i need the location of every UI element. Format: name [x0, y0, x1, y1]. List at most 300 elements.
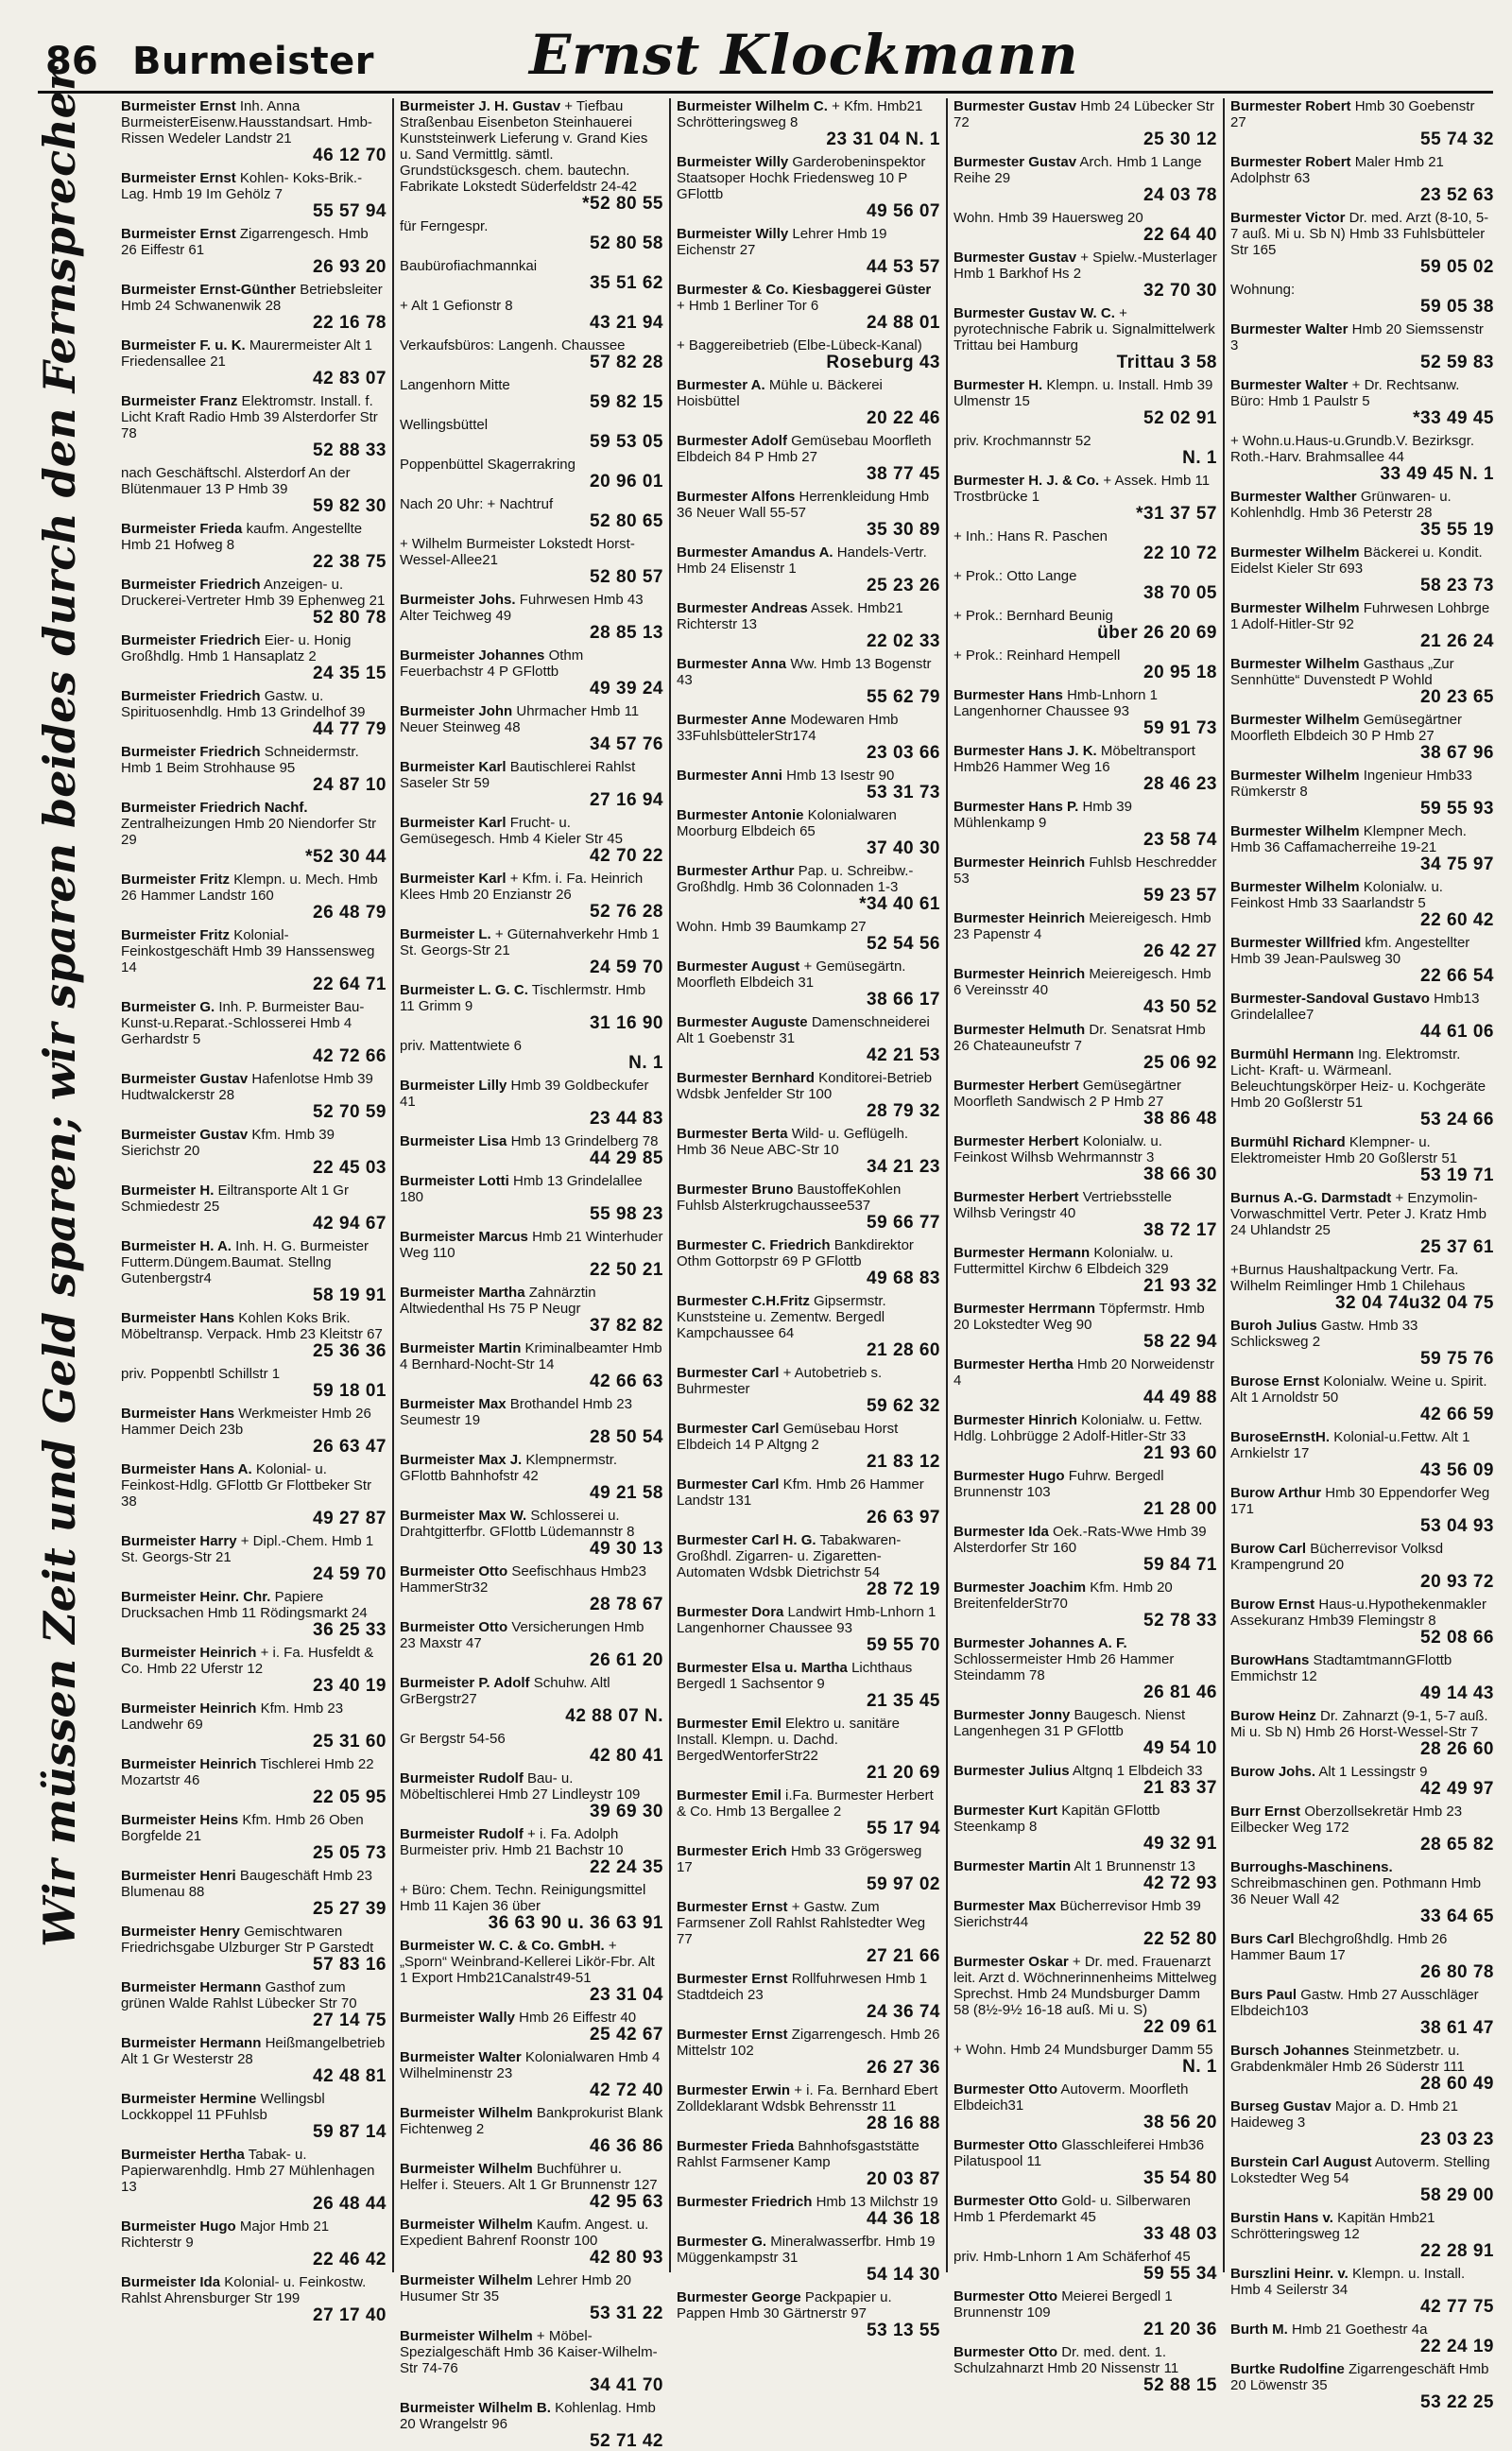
entry-details: + Prok.: Otto Lange: [954, 568, 1077, 584]
entry-phone-number: 46 12 70: [313, 146, 387, 165]
entry-details: Hmb 13 Isestr 90: [786, 768, 895, 784]
entry-details: Vertriebsstelle Wilhsb Veringstr 40: [954, 1189, 1172, 1221]
directory-entry: [677, 377, 940, 428]
entry-phone-number: N. 1: [1182, 2057, 1217, 2077]
directory-entry: [400, 982, 663, 1033]
entry-phone-number: 52 70 59: [313, 1102, 387, 1122]
entry-details: Fuhlsb Heschredder 53: [954, 854, 1217, 887]
directory-entry: [400, 298, 663, 333]
entry-phone-number: 52 88 33: [313, 440, 387, 460]
entry-name: Burmeister Lotti: [400, 1173, 509, 1189]
directory-entry: [400, 871, 663, 922]
entry-phone-number: 52 88 15: [1143, 2375, 1217, 2395]
entry-phone-number: 28 60 49: [1420, 2074, 1494, 2094]
entry-details: Gasthof zum grünen Walde Rahlst Lübecker Str 70: [121, 1979, 357, 2011]
entry-phone-number: 55 74 32: [1420, 129, 1494, 149]
entry-details: Bau- u. Möbeltischlerei Hmb 27 Lindleystr 109: [400, 1770, 641, 1803]
directory-column-3: [669, 98, 946, 2340]
entry-name: Burmeister P. Adolf: [400, 1675, 530, 1691]
directory-entry: [954, 687, 1217, 738]
entry-phone-number: 21 28 60: [867, 1340, 940, 1360]
entry-name: Burs Carl: [1230, 1931, 1295, 1947]
entry-name: Burmester Hertha: [954, 1356, 1074, 1372]
directory-entry: [1230, 2098, 1494, 2149]
entry-name: Burmeister Wally: [400, 2010, 515, 2026]
entry-details: Handels-Vertr. Hmb 24 Elisenstr 1: [677, 544, 927, 577]
entry-details: Packpapier u. Pappen Hmb 30 Gärtnerstr 97: [677, 2289, 892, 2322]
entry-details: nach Geschäftschl. Alsterdorf An der Blütenmauer 13 P Hmb 39: [121, 465, 351, 497]
directory-entry: [121, 1812, 387, 1863]
entry-details: + Kfm. i. Fa. Heinrich Klees Hmb 20 Enzianstr 26: [400, 871, 644, 903]
entry-details: Kriminalbeamter Hmb 4 Bernhard-Nocht-Str 14: [400, 1340, 662, 1372]
entry-name: Burmeister Wilhelm: [400, 2272, 533, 2288]
entry-phone-number: 20 95 18: [1143, 663, 1217, 682]
directory-entry: [677, 98, 940, 149]
entry-phone-number: 46 36 86: [590, 2136, 663, 2156]
entry-details: Kolonialwaren Moorburg Elbdeich 65: [677, 807, 897, 839]
entry-details: Herrenkleidung Hmb 36 Neuer Wall 55-57: [677, 489, 930, 521]
entry-name: Burow Carl: [1230, 1541, 1307, 1557]
entry-name: Burmester Wilhelm: [1230, 768, 1360, 784]
directory-entry: [121, 98, 387, 165]
directory-entry: [677, 433, 940, 484]
entry-name: Burmeister Heins: [121, 1812, 239, 1828]
entry-name: Burmeister Henri: [121, 1868, 236, 1884]
entry-phone-number: 49 30 13: [590, 1539, 663, 1559]
directory-entry: [400, 2161, 663, 2212]
entry-name: Burmester Johannes A. F.: [954, 1635, 1127, 1651]
entry-phone-number: 52 54 56: [867, 934, 940, 954]
entry-phone-number: *52 80 55: [582, 194, 663, 214]
entry-details: Ing. Elektromstr. Licht- Kraft- u. Wärmeanl. Beleuchtungskörper Heiz- u. Kochgeräte Hmb 20 Goßlerstr 51: [1230, 1046, 1486, 1111]
entry-details: Tischlerei Hmb 22 Mozartstr 46: [121, 1756, 374, 1788]
entry-details: Altgnq 1 Elbdeich 33: [1072, 1763, 1203, 1779]
directory-entry: [121, 393, 387, 460]
entry-name: Burmester Andreas: [677, 600, 808, 616]
entry-name: Burmester Dora: [677, 1604, 784, 1620]
directory-entry: [400, 1731, 663, 1766]
entry-details: Heißmangelbetrieb Alt 1 Gr Westerstr 28: [121, 2035, 386, 2067]
entry-name: Burmester Erich: [677, 1843, 787, 1859]
entry-details: + „Sporn“ Weinbrand-Kellerei Likör-Fbr. Alt 1 Export Hmb21Canalstr49-51: [400, 1938, 655, 1986]
entry-name: Burmeister Ernst-Günther: [121, 282, 297, 298]
entry-details: + Dr. Rechtsanw. Büro: Hmb 1 Paulstr 5: [1230, 377, 1460, 409]
entry-name: Burmester Herbert: [954, 1078, 1079, 1094]
entry-details: + Wohn. Hmb 24 Mundsburger Damm 55: [954, 2042, 1213, 2058]
directory-entry: [400, 337, 663, 372]
directory-entry: [677, 154, 940, 221]
entry-details: Möbeltransport Hmb26 Hammer Weg 16: [954, 743, 1195, 775]
entry-name: Burstin Hans v.: [1230, 2210, 1333, 2226]
directory-entry: [677, 1971, 940, 2022]
entry-details: Zentralheizungen Hmb 20 Niendorfer Str 29: [121, 816, 377, 848]
directory-entry: [400, 496, 663, 531]
entry-name: Burmeister Heinr. Chr.: [121, 1589, 271, 1605]
entry-details: Hmb 13 Grindelallee 180: [400, 1173, 643, 1205]
entry-details: Klempn. u. Mech. Hmb 26 Hammer Landstr 160: [121, 872, 378, 904]
directory-entry: [121, 282, 387, 333]
entry-phone-number: 21 83 37: [1143, 1778, 1217, 1798]
directory-entry: [954, 854, 1217, 906]
entry-name: Burmester Martin: [954, 1858, 1072, 1874]
entry-details: Blechgroßhdlg. Hmb 26 Hammer Baum 17: [1230, 1931, 1448, 1963]
entry-phone-number: 42 70 22: [590, 846, 663, 866]
entry-details: Gastw. Hmb 33 Schlicksweg 2: [1230, 1318, 1418, 1350]
entry-phone-number: 49 27 87: [313, 1509, 387, 1528]
directory-entry: [954, 1245, 1217, 1296]
entry-name: Burmeister Johannes: [400, 647, 545, 664]
entry-details: Meiereigesch. Hmb 23 Papenstr 4: [954, 910, 1211, 942]
directory-entry: [954, 1635, 1217, 1702]
directory-entry: [121, 337, 387, 388]
directory-entry: [1230, 433, 1494, 484]
entry-name: Burmeister L. G. C.: [400, 982, 528, 998]
entry-details: Othm Feuerbachstr 4 P GFlottb: [400, 647, 584, 680]
directory-entry: [400, 703, 663, 754]
entry-details: Hmb 26 Eiffestr 40: [519, 2010, 637, 2026]
entry-name: Burmester Adolf: [677, 433, 787, 449]
entry-details: Alt 1 Brunnenstr 13: [1074, 1858, 1195, 1874]
entry-name: Burmester Friedrich: [677, 2194, 813, 2210]
entry-phone-number: 25 36 36: [313, 1341, 387, 1361]
entry-phone-number: 52 80 57: [590, 567, 663, 587]
entry-details: Gemischtwaren Friedrichsgabe Ulzburger Str P Garstedt: [121, 1924, 374, 1956]
directory-entry: [400, 1826, 663, 1877]
entry-name: Burmester Robert: [1230, 98, 1351, 114]
directory-entry: [400, 1229, 663, 1280]
entry-details: + Güternahverkehr Hmb 1 St. Georgs-Str 21: [400, 926, 660, 958]
entry-phone-number: 42 77 75: [1420, 2297, 1494, 2317]
entry-details: Brothandel Hmb 23 Seumestr 19: [400, 1396, 632, 1428]
entry-phone-number: 23 31 04: [590, 1985, 663, 2005]
entry-phone-number: 53 22 25: [1420, 2392, 1494, 2412]
entry-phone-number: 59 62 32: [867, 1396, 940, 1416]
entry-details: Elektromstr. Install. f. Licht Kraft Radio Hmb 39 Alsterdorfer Str 78: [121, 393, 378, 441]
entry-phone-number: 44 36 18: [867, 2209, 940, 2229]
directory-entry: [121, 744, 387, 795]
entry-phone-number: 53 19 71: [1420, 1165, 1494, 1185]
entry-phone-number: 35 54 80: [1143, 2168, 1217, 2188]
entry-phone-number: 25 05 73: [313, 1843, 387, 1863]
entry-name: Burmester Helmuth: [954, 1022, 1086, 1038]
entry-phone-number: 55 62 79: [867, 687, 940, 707]
entry-phone-number: 32 04 74u32 04 75: [1334, 1293, 1494, 1313]
entry-details: + Assek. Hmb 11 Trostbrücke 1: [954, 473, 1211, 505]
entry-phone-number: 24 03 78: [1143, 185, 1217, 205]
directory-entry: [121, 2218, 387, 2270]
entry-name: Burmeister John: [400, 703, 513, 719]
entry-details: für Ferngespr.: [400, 218, 489, 234]
directory-entry: [677, 1787, 940, 1838]
entry-details: Kohlen- Koks-Brik.-Lag. Hmb 19 Im Gehölz 7: [121, 170, 363, 202]
directory-entry: [954, 250, 1217, 301]
entry-details: + Autobetrieb s. Buhrmester: [677, 1365, 883, 1397]
entry-name: Burmeister Hermann: [121, 1979, 262, 1995]
directory-entry: [400, 2400, 663, 2451]
entry-details: Wild- u. Geflügelh. Hmb 36 Neue ABC-Str 10: [677, 1126, 909, 1158]
entry-details: Inh. P. Burmeister Bau-Kunst-u.Reparat.-Schlosserei Hmb 4 Gerhardstr 5: [121, 999, 365, 1047]
entry-phone-number: 52 02 91: [1143, 408, 1217, 428]
entry-details: Hmb 20 Norweidenstr 4: [954, 1356, 1214, 1389]
entry-phone-number: 23 03 23: [1420, 2130, 1494, 2149]
directory-entry: [954, 2042, 1217, 2077]
entry-name: Burow Ernst: [1230, 1597, 1315, 1613]
entry-details: + Spielw.-Musterlager Hmb 1 Barkhof Hs 2: [954, 250, 1217, 282]
entry-phone-number: N. 1: [628, 1053, 663, 1073]
directory-entry: [1230, 768, 1494, 819]
entry-name: Burmester Herbert: [954, 1133, 1079, 1149]
directory-entry: [1230, 1804, 1494, 1855]
entry-phone-number: 38 61 47: [1420, 2018, 1494, 2038]
directory-entry: [121, 577, 387, 628]
entry-phone-number: 28 65 82: [1420, 1835, 1494, 1855]
entry-name: Burmeister Fritz: [121, 872, 231, 888]
entry-phone-number: 49 39 24: [590, 679, 663, 699]
directory-entry: [121, 1310, 387, 1361]
directory-entry: [400, 218, 663, 253]
entry-name: Burmester Kurt: [954, 1803, 1058, 1819]
directory-entry: [677, 1126, 940, 1177]
directory-entry: [121, 465, 387, 516]
entry-phone-number: 23 52 63: [1420, 185, 1494, 205]
entry-details: Bahnhofsgaststätte Rahlst Farmsener Kamp: [677, 2138, 919, 2170]
entry-details: Kolonial- Feinkostgeschäft Hmb 39 Hanssensweg 14: [121, 927, 375, 975]
entry-name: Burmester Hans: [954, 687, 1063, 703]
directory-entry: [954, 1078, 1217, 1129]
entry-name: Burmester Antonie: [677, 807, 804, 823]
entry-details: Grünwaren- u. Kohlenhdlg. Hmb 36 Peterstr 28: [1230, 489, 1452, 521]
entry-details: Steinmetzbetr. u. Grabdenkmäler Hmb 26 Süderstr 111: [1230, 2043, 1465, 2075]
entry-phone-number: 31 16 90: [590, 1013, 663, 1033]
entry-details: Dr. Zahnarzt (9-1, 5-7 auß. Mi u. Sb N) Hmb 26 Horst-Wessel-Str 7: [1230, 1708, 1488, 1740]
entry-details: Major a. D. Hmb 21 Haideweg 3: [1230, 2098, 1458, 2131]
entry-phone-number: 57 82 28: [590, 353, 663, 372]
entry-phone-number: 28 46 23: [1143, 774, 1217, 794]
directory-entry: [1230, 282, 1494, 317]
directory-entry: [400, 2217, 663, 2268]
entry-phone-number: 59 84 71: [1143, 1555, 1217, 1575]
directory-entry: [677, 656, 940, 707]
directory-entry: [677, 2289, 940, 2340]
directory-entry: [677, 2027, 940, 2078]
directory-entry: [677, 919, 940, 954]
entry-name: Burmeister L.: [400, 926, 491, 942]
directory-entry: [400, 457, 663, 492]
entry-phone-number: 55 98 23: [590, 1204, 663, 1224]
directory-entry: [121, 999, 387, 1066]
entry-name: Burmester Carl H. G.: [677, 1532, 816, 1548]
side-slogan: Wir müssen Zeit und Geld sparen; wir sparen beides durch den Fernsprecher: [34, 67, 85, 1947]
entry-name: Burmester Willfried: [1230, 935, 1362, 951]
directory-column-5: [1223, 98, 1500, 2412]
entry-name: Burmester Bruno: [677, 1182, 794, 1198]
entry-phone-number: 22 64 71: [313, 975, 387, 994]
entry-phone-number: 49 32 91: [1143, 1834, 1217, 1854]
entry-phone-number: 44 61 06: [1420, 1022, 1494, 1042]
entry-details: Uhrmacher Hmb 11 Neuer Steinweg 48: [400, 703, 640, 735]
entry-phone-number: 20 22 46: [867, 408, 940, 428]
entry-name: Burmeister Wilhelm: [400, 2217, 533, 2233]
entry-phone-number: 25 37 61: [1420, 1237, 1494, 1257]
directory-entry: [400, 2010, 663, 2045]
entry-phone-number: 26 48 44: [313, 2194, 387, 2214]
directory-entry: [400, 1938, 663, 2005]
directory-entry: [121, 1589, 387, 1640]
entry-name: Burmester Ida: [954, 1524, 1049, 1540]
entry-name: Burs Paul: [1230, 1987, 1297, 2003]
entry-phone-number: N. 1: [1182, 448, 1217, 468]
entry-details: Meiereigesch. Hmb 6 Vereinsstr 40: [954, 966, 1211, 998]
entry-phone-number: 20 23 65: [1420, 687, 1494, 707]
entry-phone-number: 44 29 85: [590, 1148, 663, 1168]
entry-name: Burmester & Co. Kiesbaggerei Güster: [677, 282, 932, 298]
directory-entry: [954, 1579, 1217, 1631]
entry-phone-number: 58 22 94: [1143, 1332, 1217, 1352]
entry-phone-number: 52 08 66: [1420, 1628, 1494, 1648]
directory-entry: [1230, 656, 1494, 707]
entry-phone-number: 26 63 47: [313, 1437, 387, 1457]
entry-details: Tabakwaren-Großhdl. Zigarren- u. Zigaretten-Automaten Wdsbk Dietrichstr 54: [677, 1532, 902, 1580]
entry-name: Burmeister Frieda: [121, 521, 243, 537]
entry-name: Burmester Jonny: [954, 1707, 1071, 1723]
entry-details: Hmb 24 Lübecker Str 72: [954, 98, 1214, 130]
entry-details: Schlosserei u. Drahtgitterfbr. GFlottb Lüdemannstr 8: [400, 1508, 635, 1540]
entry-name: Burr Ernst: [1230, 1804, 1301, 1820]
entry-name: Burmeister Karl: [400, 871, 507, 887]
entry-details: Gemüsegärtner Moorfleth Elbdeich 30 P Hmb 27: [1230, 712, 1462, 744]
entry-details: Eiltransporte Alt 1 Gr Schmiedestr 25: [121, 1182, 349, 1215]
entry-name: Burmester Heinrich: [954, 966, 1086, 982]
entry-name: Burmester Emil: [677, 1716, 782, 1732]
entry-phone-number: 23 44 83: [590, 1109, 663, 1129]
entry-phone-number: 24 36 74: [867, 2002, 940, 2022]
entry-phone-number: 21 93 32: [1143, 1276, 1217, 1296]
entry-details: Klempnermstr. GFlottb Bahnhofstr 42: [400, 1452, 618, 1484]
entry-phone-number: 59 55 70: [867, 1635, 940, 1655]
entry-details: Bankdirektor Othm Gottorpstr 69 P GFlottb: [677, 1237, 914, 1269]
entry-name: Burmester August: [677, 958, 800, 975]
entry-details: Nach 20 Uhr: + Nachtruf: [400, 496, 554, 512]
entry-details: Assek. Hmb21 Richterstr 13: [677, 600, 903, 632]
entry-name: Burmester Arthur: [677, 863, 795, 879]
entry-name: Burmeister Henry: [121, 1924, 240, 1940]
entry-phone-number: 59 97 02: [867, 1874, 940, 1894]
entry-name: Burmühl Richard: [1230, 1134, 1346, 1150]
entry-details: StadtamtmannGFlottb Emmichstr 12: [1230, 1652, 1452, 1684]
page-number: 86: [45, 40, 98, 83]
entry-name: Burmester Oskar: [954, 1954, 1069, 1970]
entry-details: + Wohn.u.Haus-u.Grundb.V. Bezirksgr. Roth.-Harv. Brahmsallee 44: [1230, 433, 1475, 465]
directory-entry: [121, 2035, 387, 2086]
entry-phone-number: 35 30 89: [867, 520, 940, 540]
entry-phone-number: 26 27 36: [867, 2058, 940, 2078]
entry-details: Gastw. u. Spirituosenhdlg. Hmb 13 Grindelhof 39: [121, 688, 366, 720]
entry-name: Burmester Victor: [1230, 210, 1346, 226]
directory-entry: [954, 1189, 1217, 1240]
directory-entry: [1230, 1373, 1494, 1424]
directory-entry: [954, 743, 1217, 794]
entry-phone-number: 26 81 46: [1143, 1683, 1217, 1702]
directory-entry: [121, 226, 387, 277]
entry-name: Burmester Erwin: [677, 2082, 791, 2098]
directory-entry: [1230, 489, 1494, 540]
directory-entry: [400, 1078, 663, 1129]
entry-phone-number: 59 53 05: [590, 432, 663, 452]
entry-name: Burmeister Otto: [400, 1619, 508, 1635]
entry-phone-number: 38 70 05: [1143, 583, 1217, 603]
entry-name: Burmühl Hermann: [1230, 1046, 1354, 1062]
running-head: Burmeister: [132, 40, 374, 83]
entry-name: Burmeister Friedrich: [121, 577, 261, 593]
entry-details: Gemüsebau Moorfleth Elbdeich 84 P Hmb 27: [677, 433, 932, 465]
directory-entry: [1230, 1652, 1494, 1703]
entry-details: kfm. Angestellter Hmb 39 Jean-Paulsweg 30: [1230, 935, 1470, 967]
entry-phone-number: 27 17 40: [313, 2305, 387, 2325]
entry-phone-number: 54 14 30: [867, 2265, 940, 2285]
entry-details: Mühle u. Bäckerei Hoisbüttel: [677, 377, 883, 409]
directory-entry: [677, 1421, 940, 1472]
entry-name: Burmester Berta: [677, 1126, 788, 1142]
entry-name: Burmeister Ida: [121, 2274, 221, 2290]
entry-phone-number: 59 05 02: [1420, 257, 1494, 277]
entry-details: Kolonialw. u. Fettw. Hdlg. Lohbrügge 2 Adolf-Hitler-Str 33: [954, 1412, 1203, 1444]
entry-name: Burmester Anni: [677, 768, 782, 784]
entry-details: + Enzymolin-Vorwaschmittel Vertr. Peter J. Kratz Hmb 24 Uhlandstr 25: [1230, 1190, 1486, 1238]
directory-entry: [400, 1675, 663, 1726]
entry-name: Burow Johs.: [1230, 1764, 1316, 1780]
entry-name: Burow Arthur: [1230, 1485, 1322, 1501]
entry-details: + Gastw. Zum Farmsener Zoll Rahlst Rahlstedter Weg 77: [677, 1899, 926, 1947]
directory-entry: [954, 1707, 1217, 1758]
entry-details: Kohlen Koks Brik. Möbeltransp. Verpack. Hmb 23 Kleitstr 67: [121, 1310, 383, 1342]
entry-details: Maler Hmb 21 Adolphstr 63: [1230, 154, 1444, 186]
entry-details: kaufm. Angestellte Hmb 21 Hofweg 8: [121, 521, 363, 553]
entry-details: priv. Hmb-Lnhorn 1 Am Schäferhof 45: [954, 2249, 1191, 2265]
directory-entry: [677, 226, 940, 277]
directory-entry: [677, 2138, 940, 2189]
directory-entry: [954, 433, 1217, 468]
entry-phone-number: 57 83 16: [313, 1955, 387, 1975]
directory-entry: [400, 258, 663, 293]
entry-phone-number: 25 06 92: [1143, 1053, 1217, 1073]
entry-phone-number: 21 35 45: [867, 1691, 940, 1711]
directory-entry: [400, 1285, 663, 1336]
directory-entry: [400, 1038, 663, 1073]
directory-entry: [400, 1508, 663, 1559]
entry-details: Dr. med. dent. 1. Schulzahnarzt Hmb 20 Nissenstr 11: [954, 2344, 1179, 2376]
directory-entry: [954, 473, 1217, 524]
entry-details: Fuhrwesen Hmb 43 Alter Teichweg 49: [400, 592, 644, 624]
entry-phone-number: 42 80 41: [590, 1746, 663, 1766]
directory-columns: [115, 98, 1503, 2451]
entry-name: Burmester Wilhelm: [1230, 600, 1360, 616]
entry-details: + i. Fa. Bernhard Ebert Zolldeklarant Wdsbk Behrensstr 11: [677, 2082, 938, 2114]
entry-details: Fuhrw. Bergedl Brunnenstr 103: [954, 1468, 1164, 1500]
entry-name: Burmeister Hans: [121, 1406, 235, 1422]
entry-details: Ww. Hmb 13 Bogenstr 43: [677, 656, 932, 688]
entry-phone-number: 24 59 70: [590, 958, 663, 977]
entry-details: Tischlermstr. Hmb 11 Grimm 9: [400, 982, 646, 1014]
entry-name: Burmester Hans J. K.: [954, 743, 1097, 759]
entry-details: + i. Fa. Adolph Burmeister priv. Hmb 21 Bachstr 10: [400, 1826, 624, 1858]
directory-entry: [954, 2249, 1217, 2284]
directory-entry: [677, 2082, 940, 2133]
entry-name: Burmester Elsa u. Martha: [677, 1660, 848, 1676]
directory-entry: [1230, 1134, 1494, 1185]
entry-name: Burmeister Max J.: [400, 1452, 523, 1468]
entry-phone-number: 22 28 91: [1420, 2241, 1494, 2261]
entry-name: Burszlini Heinr. v.: [1230, 2266, 1349, 2282]
